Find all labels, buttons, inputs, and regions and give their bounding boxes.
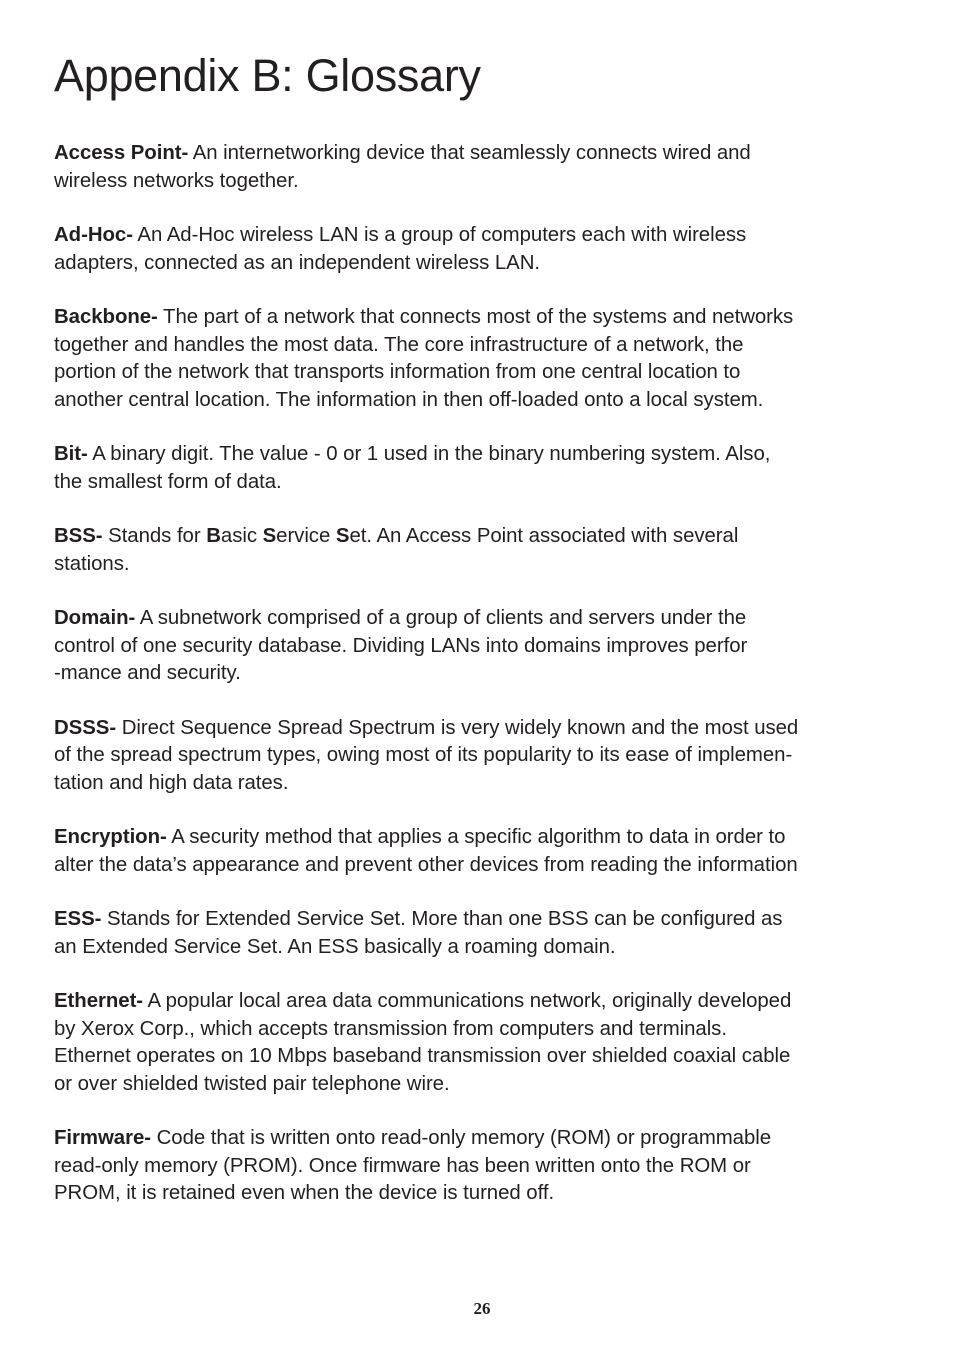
glossary-term: Ad-Hoc- bbox=[54, 224, 133, 246]
definition-text: A binary digit. The value - 0 or 1 used in the binary numbering system. Also, bbox=[87, 443, 771, 465]
definition-text: A security method that applies a specific algorithm to data in order to bbox=[166, 826, 786, 848]
definition-text: Code that is written onto read-only memory (ROM) or programmable bbox=[151, 1127, 772, 1149]
definition-text: Stands for Extended Service Set. More than one BSS can be configured as bbox=[101, 908, 783, 930]
entry-line bbox=[54, 988, 904, 1016]
definition-text: Stands for bbox=[102, 525, 207, 547]
definition-text: control of one security database. Dividing LANs into domains improves perfor bbox=[54, 634, 748, 657]
definition-text: An Ad-Hoc wireless LAN is a group of computers each with wireless bbox=[132, 224, 747, 246]
glossary-entry-encryption bbox=[54, 824, 904, 879]
definition-text: by Xerox Corp., which accepts transmission from computers and terminals. bbox=[54, 1017, 727, 1040]
definition-text: wireless networks together. bbox=[54, 169, 299, 192]
glossary-term: Domain- bbox=[54, 607, 136, 629]
definition-text: read-only memory (PROM). Once firmware has been written onto the ROM or bbox=[54, 1154, 751, 1177]
glossary-term: Bit- bbox=[54, 443, 88, 465]
glossary-term: ESS- bbox=[54, 908, 102, 930]
definition-text: Direct Sequence Spread Spectrum is very widely known and the most used bbox=[116, 716, 799, 739]
entry-line bbox=[54, 1125, 904, 1153]
definition-text: portion of the network that transports information from one central location to bbox=[54, 361, 741, 383]
glossary-entry-access-point bbox=[54, 140, 904, 195]
glossary-term: Encryption- bbox=[54, 826, 167, 848]
glossary-entry-backbone bbox=[54, 304, 904, 414]
definition-text: an Extended Service Set. An ESS basically a roaming domain. bbox=[54, 935, 616, 958]
entry-line bbox=[54, 824, 904, 852]
definition-text: PROM, it is retained even when the device is turned off. bbox=[54, 1182, 555, 1204]
acronym-letter: S bbox=[262, 525, 277, 547]
acronym-letter: S bbox=[335, 525, 350, 547]
definition-text: another central location. The information in then off-loaded onto a local system. bbox=[54, 388, 764, 411]
acronym-letter: B bbox=[206, 525, 221, 547]
glossary-term: Ethernet- bbox=[54, 990, 144, 1012]
definition-text: stations. bbox=[54, 552, 130, 575]
definition-text: asic bbox=[220, 525, 263, 547]
glossary-term: Firmware- bbox=[54, 1127, 152, 1149]
entry-line bbox=[54, 523, 904, 551]
definition-text: An internetworking device that seamlessly connects wired and bbox=[188, 142, 751, 164]
entry-line bbox=[54, 715, 904, 743]
definition-text: adapters, connected as an independent wireless LAN. bbox=[54, 251, 541, 274]
page-title: Appendix B: Glossary bbox=[54, 50, 481, 101]
glossary-entry-ethernet bbox=[54, 988, 904, 1098]
definition-text: together and handles the most data. The core infrastructure of a network, the bbox=[54, 333, 744, 356]
entry-line bbox=[54, 222, 904, 250]
page-number: 26 bbox=[473, 1299, 491, 1318]
entry-line bbox=[54, 605, 904, 633]
glossary-term: BSS- bbox=[54, 525, 103, 547]
definition-text: A subnetwork comprised of a group of clients and servers under the bbox=[135, 607, 747, 629]
glossary-entry-bit bbox=[54, 441, 904, 496]
definition-text: alter the data’s appearance and prevent other devices from reading the information bbox=[54, 853, 798, 876]
definition-text: A popular local area data communications network, originally developed bbox=[143, 990, 792, 1012]
definition-text: tation and high data rates. bbox=[54, 771, 289, 794]
glossary-entry-dsss bbox=[54, 715, 904, 798]
definition-text: -mance and security. bbox=[54, 662, 241, 684]
glossary-entry-ad-hoc bbox=[54, 222, 904, 277]
glossary-entry-firmware bbox=[54, 1125, 904, 1208]
definition-text: or over shielded twisted pair telephone wire. bbox=[54, 1072, 450, 1095]
glossary-entry-ess bbox=[54, 906, 904, 961]
glossary-term: Access Point- bbox=[54, 142, 189, 164]
definition-text: ervice bbox=[276, 525, 336, 547]
entry-line bbox=[54, 906, 904, 934]
definition-text: et. An Access Point associated with several bbox=[349, 525, 739, 547]
glossary-list bbox=[54, 140, 904, 1235]
glossary-entry-bss bbox=[54, 523, 904, 578]
definition-text: The part of a network that connects most of the systems and networks bbox=[157, 306, 794, 328]
glossary-entry-domain bbox=[54, 605, 904, 688]
entry-line bbox=[54, 304, 904, 332]
definition-text: Ethernet operates on 10 Mbps baseband transmission over shielded coaxial cable bbox=[54, 1045, 791, 1067]
glossary-term: DSSS- bbox=[54, 716, 117, 739]
entry-line bbox=[54, 441, 904, 469]
definition-text: of the spread spectrum types, owing most of its popularity to its ease of implemen- bbox=[54, 744, 793, 766]
glossary-term: Backbone- bbox=[54, 306, 158, 328]
definition-text: the smallest form of data. bbox=[54, 470, 282, 493]
entry-line bbox=[54, 140, 904, 168]
